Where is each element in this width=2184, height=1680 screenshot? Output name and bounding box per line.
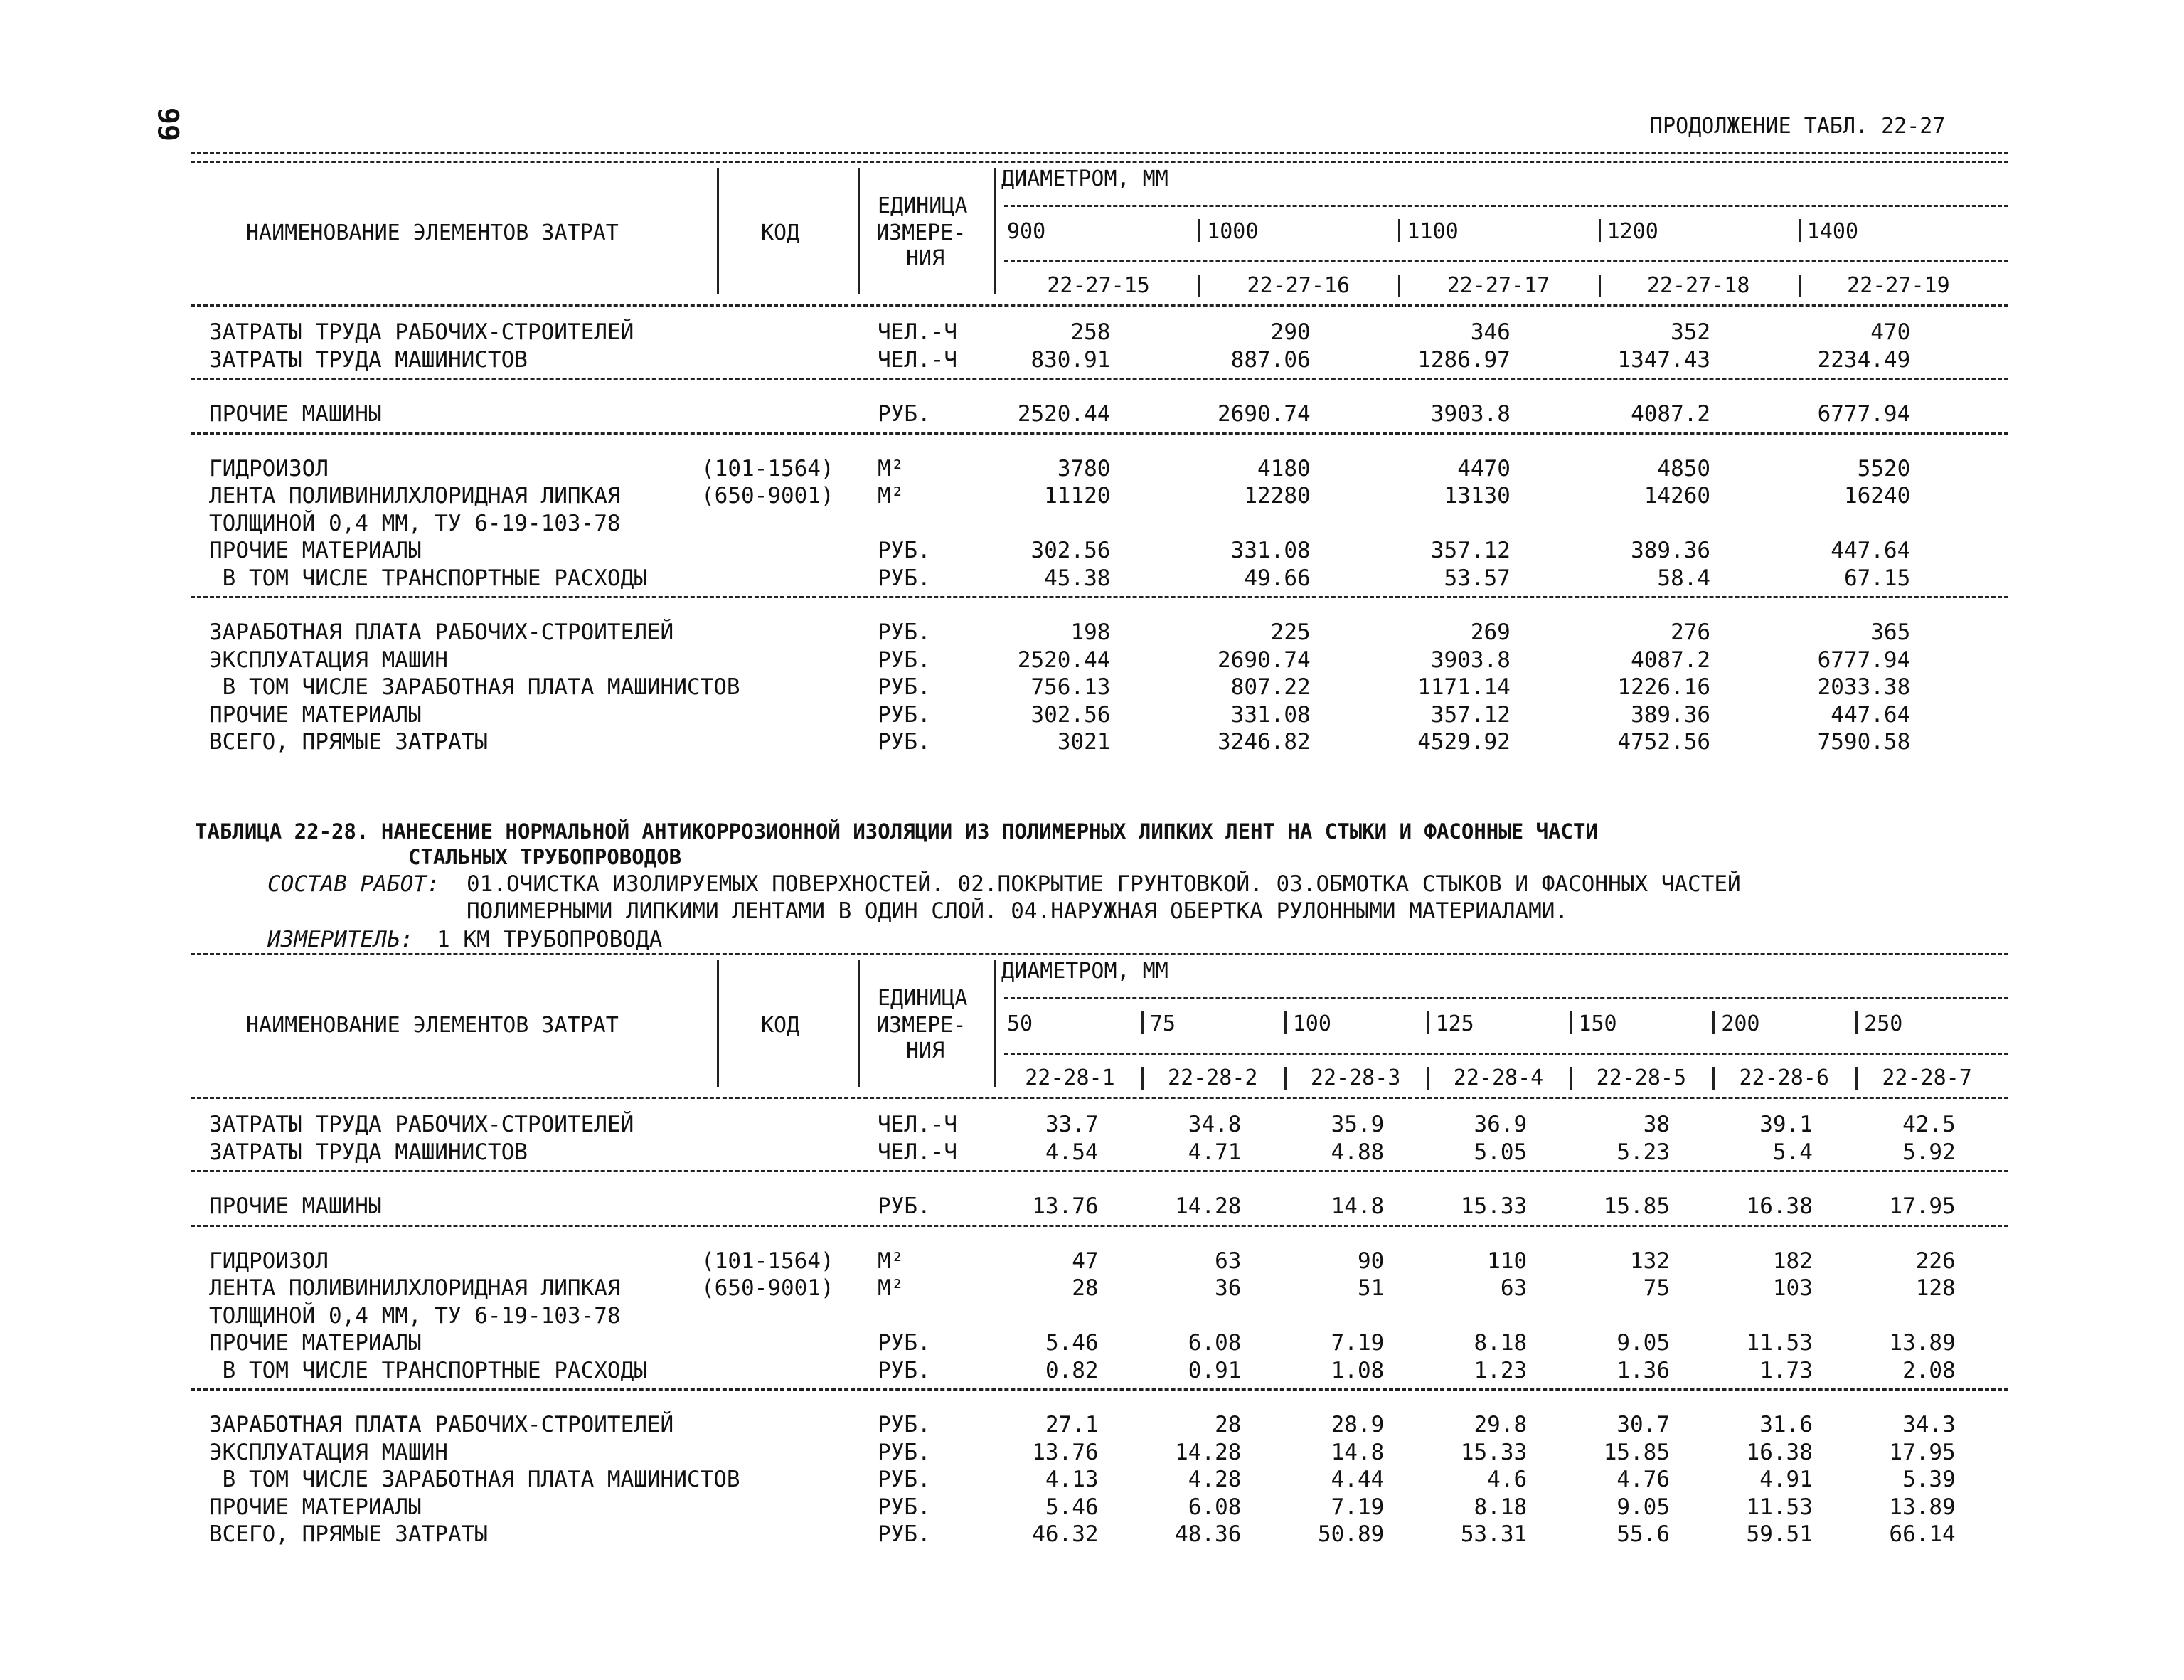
norm-code: 22-27-17 xyxy=(1447,273,1550,298)
norm-code: 22-27-16 xyxy=(1247,273,1351,298)
diameter-value: 75 xyxy=(1149,1011,1176,1036)
cell-value: 1.08 xyxy=(1331,1357,1385,1383)
column-header-name: НАИМЕНОВАНИЕ ЭЛЕМЕНТОВ ЗАТРАТ xyxy=(246,220,619,245)
header-separator xyxy=(1570,1011,1572,1034)
cell-value: 5520 xyxy=(1857,455,1911,482)
norm-code: 22-28-7 xyxy=(1882,1065,1972,1090)
cell-value: 4.28 xyxy=(1188,1467,1242,1492)
row-name: ЗАРАБОТНАЯ ПЛАТА РАБОЧИХ-СТРОИТЕЛЕЙ xyxy=(209,620,674,645)
row-unit: ЧЕЛ.-Ч xyxy=(878,319,957,345)
row-unit: РУБ. xyxy=(878,401,931,427)
header-separator xyxy=(858,960,860,1087)
header-separator xyxy=(1855,1011,1858,1034)
cell-value: 13.89 xyxy=(1889,1330,1956,1356)
cell-value: 34.3 xyxy=(1902,1412,1956,1437)
cell-value: 357.12 xyxy=(1430,701,1511,728)
row-unit: ЧЕЛ.-Ч xyxy=(878,1112,957,1137)
divider xyxy=(191,1170,2008,1172)
cell-value: 3903.8 xyxy=(1430,401,1511,427)
cell-value: 302.56 xyxy=(1030,538,1111,563)
cell-value: 0.91 xyxy=(1188,1357,1242,1383)
row-name: ЗАТРАТЫ ТРУДА РАБОЧИХ-СТРОИТЕЛЕЙ xyxy=(209,1112,634,1137)
cell-value: 756.13 xyxy=(1030,674,1111,700)
cell-value: 36 xyxy=(1215,1275,1242,1301)
cell-value: 11.53 xyxy=(1746,1330,1813,1356)
cell-value: 16.38 xyxy=(1746,1439,1813,1465)
cell-value: 7590.58 xyxy=(1817,729,1911,755)
cell-value: 13130 xyxy=(1444,483,1511,509)
header-separator xyxy=(1427,1011,1429,1034)
cell-value: 6.08 xyxy=(1188,1494,1242,1520)
cell-value: 11.53 xyxy=(1746,1494,1813,1520)
cell-value: 198 xyxy=(1070,620,1111,645)
row-unit: РУБ. xyxy=(878,1330,931,1356)
cell-value: 2033.38 xyxy=(1817,674,1911,700)
row-name: ПРОЧИЕ МАШИНЫ xyxy=(209,401,382,427)
cell-value: 887.06 xyxy=(1230,346,1311,373)
diameter-value: 1000 xyxy=(1207,219,1259,244)
cell-value: 39.1 xyxy=(1759,1112,1813,1137)
cell-value: 14.28 xyxy=(1175,1439,1242,1465)
cell-value: 6777.94 xyxy=(1817,401,1911,427)
cell-value: 38 xyxy=(1643,1112,1671,1137)
row-unit: РУБ. xyxy=(878,1467,931,1492)
norm-code: 22-28-3 xyxy=(1310,1065,1401,1090)
cell-value: 29.8 xyxy=(1474,1412,1528,1437)
cell-value: 16240 xyxy=(1843,483,1911,509)
row-name: ЗАРАБОТНАЯ ПЛАТА РАБОЧИХ-СТРОИТЕЛЕЙ xyxy=(209,1412,674,1437)
diameter-header: ДИАМЕТРОМ, ММ xyxy=(1001,959,1168,984)
cell-value: 225 xyxy=(1270,620,1311,645)
row-unit: РУБ. xyxy=(878,729,931,755)
meter-value: 1 КМ ТРУБОПРОВОДА xyxy=(437,927,663,952)
cell-value: 1286.97 xyxy=(1417,346,1511,373)
row-unit: М² xyxy=(878,455,905,482)
cell-value: 1171.14 xyxy=(1417,674,1511,700)
row-name: ТОЛЩИНОЙ 0,4 ММ, ТУ 6-19-103-78 xyxy=(209,1302,621,1329)
row-name: ЭКСПЛУАТАЦИЯ МАШИН xyxy=(209,1439,448,1465)
cell-value: 1226.16 xyxy=(1617,674,1711,700)
divider xyxy=(191,152,2008,154)
cell-value: 447.64 xyxy=(1831,701,1911,728)
divider xyxy=(1004,205,2008,207)
cell-value: 17.95 xyxy=(1889,1439,1956,1465)
header-separator xyxy=(1398,219,1400,242)
cell-value: 4.88 xyxy=(1331,1139,1385,1165)
cell-value: 31.6 xyxy=(1759,1412,1813,1437)
table-22-28-title-cont: СТАЛЬНЫХ ТРУБОПРОВОДОВ xyxy=(408,845,682,869)
cell-value: 4180 xyxy=(1257,455,1311,482)
row-unit: РУБ. xyxy=(878,1521,931,1547)
column-header-name: НАИМЕНОВАНИЕ ЭЛЕМЕНТОВ ЗАТРАТ xyxy=(246,1013,619,1038)
cell-value: 352 xyxy=(1671,319,1711,345)
row-unit: РУБ. xyxy=(878,1357,931,1383)
cell-value: 2520.44 xyxy=(1017,401,1111,427)
continuation-title: ПРОДОЛЖЕНИЕ ТАБЛ. 22-27 xyxy=(1650,114,1946,139)
column-header-unit: ЕДИНИЦА xyxy=(878,986,968,1011)
diameter-value: 50 xyxy=(1007,1011,1033,1036)
cell-value: 2690.74 xyxy=(1218,647,1311,673)
meter-label: ИЗМЕРИТЕЛЬ: xyxy=(267,927,414,952)
cell-value: 28.9 xyxy=(1331,1412,1385,1437)
column-header-code: КОД xyxy=(761,220,800,245)
column-header-unit: НИЯ xyxy=(906,246,945,271)
diameter-value: 250 xyxy=(1864,1011,1903,1036)
norm-code: 22-27-15 xyxy=(1047,273,1150,298)
cell-value: 4529.92 xyxy=(1417,729,1511,755)
diameter-value: 1200 xyxy=(1607,219,1658,244)
cell-value: 13.89 xyxy=(1889,1494,1956,1520)
row-name: В ТОМ ЧИСЛЕ ЗАРАБОТНАЯ ПЛАТА МАШИНИСТОВ xyxy=(209,1467,740,1492)
cell-value: 15.33 xyxy=(1460,1193,1528,1219)
header-separator xyxy=(994,168,996,294)
cell-value: 14.28 xyxy=(1175,1193,1242,1219)
divider xyxy=(191,1097,2008,1099)
row-name: ГИДРОИЗОЛ xyxy=(209,1248,329,1274)
cell-value: 447.64 xyxy=(1831,538,1911,563)
row-name: ЗАТРАТЫ ТРУДА МАШИНИСТОВ xyxy=(209,1139,528,1165)
cell-value: 35.9 xyxy=(1331,1112,1385,1137)
cell-value: 182 xyxy=(1772,1248,1813,1274)
cell-value: 5.46 xyxy=(1045,1330,1099,1356)
cell-value: 389.36 xyxy=(1631,538,1711,563)
diameter-header: ДИАМЕТРОМ, ММ xyxy=(1001,166,1168,191)
divider xyxy=(1004,260,2008,262)
cell-value: 63 xyxy=(1500,1275,1528,1301)
cell-value: 59.51 xyxy=(1746,1521,1813,1547)
cell-value: 4.44 xyxy=(1331,1467,1385,1492)
row-code: (650-9001) xyxy=(701,483,834,509)
cell-value: 4752.56 xyxy=(1617,729,1711,755)
cell-value: 0.82 xyxy=(1045,1357,1099,1383)
cell-value: 6.08 xyxy=(1188,1330,1242,1356)
row-unit: М² xyxy=(878,1248,905,1274)
cell-value: 28 xyxy=(1072,1275,1099,1301)
cell-value: 331.08 xyxy=(1230,701,1311,728)
cell-value: 7.19 xyxy=(1331,1494,1385,1520)
cell-value: 331.08 xyxy=(1230,538,1311,563)
row-unit: РУБ. xyxy=(878,647,931,673)
row-name: В ТОМ ЧИСЛЕ ТРАНСПОРТНЫЕ РАСХОДЫ xyxy=(209,565,647,591)
cell-value: 13.76 xyxy=(1032,1439,1099,1465)
divider xyxy=(191,304,2008,307)
cell-value: 5.4 xyxy=(1772,1139,1813,1165)
cell-value: 63 xyxy=(1215,1248,1242,1274)
row-unit: РУБ. xyxy=(878,1193,931,1219)
cell-value: 27.1 xyxy=(1045,1412,1099,1437)
cell-value: 12280 xyxy=(1244,483,1311,509)
row-name: ТОЛЩИНОЙ 0,4 ММ, ТУ 6-19-103-78 xyxy=(209,510,621,536)
row-name: ЗАТРАТЫ ТРУДА МАШИНИСТОВ xyxy=(209,346,528,373)
cell-value: 5.05 xyxy=(1474,1139,1528,1165)
cell-value: 48.36 xyxy=(1175,1521,1242,1547)
cell-value: 42.5 xyxy=(1902,1112,1956,1137)
header-separator xyxy=(1284,1011,1287,1034)
divider xyxy=(191,161,2008,163)
norm-code: 22-27-19 xyxy=(1847,273,1950,298)
row-name: ПРОЧИЕ МАШИНЫ xyxy=(209,1193,382,1219)
divider xyxy=(191,1225,2008,1227)
cell-value: 17.95 xyxy=(1889,1193,1956,1219)
row-unit: РУБ. xyxy=(878,538,931,563)
row-unit: ЧЕЛ.-Ч xyxy=(878,346,957,373)
cell-value: 2690.74 xyxy=(1218,401,1311,427)
norm-code: 22-28-6 xyxy=(1739,1065,1829,1090)
row-code: (101-1564) xyxy=(701,1248,834,1274)
cell-value: 47 xyxy=(1072,1248,1099,1274)
column-header-unit: ЕДИНИЦА xyxy=(878,193,968,218)
row-unit: РУБ. xyxy=(878,1412,931,1437)
row-name: ПРОЧИЕ МАТЕРИАЛЫ xyxy=(209,1494,422,1520)
header-separator xyxy=(1799,219,1801,242)
cell-value: 5.39 xyxy=(1902,1467,1956,1492)
cell-value: 2234.49 xyxy=(1817,346,1911,373)
cell-value: 4.6 xyxy=(1487,1467,1528,1492)
row-name: ВСЕГО, ПРЯМЫЕ ЗАТРАТЫ xyxy=(209,729,488,755)
cell-value: 3780 xyxy=(1057,455,1111,482)
row-unit: РУБ. xyxy=(878,674,931,700)
cell-value: 15.85 xyxy=(1603,1439,1671,1465)
cell-value: 14.8 xyxy=(1331,1439,1385,1465)
cell-value: 4850 xyxy=(1657,455,1711,482)
cell-value: 290 xyxy=(1270,319,1311,345)
cell-value: 13.76 xyxy=(1032,1193,1099,1219)
cell-value: 128 xyxy=(1915,1275,1956,1301)
cell-value: 346 xyxy=(1470,319,1511,345)
cell-value: 46.32 xyxy=(1032,1521,1099,1547)
norm-code: 22-28-2 xyxy=(1168,1065,1258,1090)
cell-value: 269 xyxy=(1470,620,1511,645)
cell-value: 389.36 xyxy=(1631,701,1711,728)
row-name: ПРОЧИЕ МАТЕРИАЛЫ xyxy=(209,1330,422,1356)
cell-value: 9.05 xyxy=(1616,1494,1671,1520)
cell-value: 807.22 xyxy=(1230,674,1311,700)
cell-value: 58.4 xyxy=(1657,565,1711,591)
row-unit: М² xyxy=(878,1275,905,1301)
row-name: В ТОМ ЧИСЛЕ ТРАНСПОРТНЫЕ РАСХОДЫ xyxy=(209,1357,647,1383)
cell-value: 6777.94 xyxy=(1817,647,1911,673)
cell-value: 4.76 xyxy=(1616,1467,1671,1492)
cell-value: 302.56 xyxy=(1030,701,1111,728)
divider xyxy=(1004,1053,2008,1055)
row-name: ГИДРОИЗОЛ xyxy=(209,455,329,482)
cell-value: 9.05 xyxy=(1616,1330,1671,1356)
cell-value: 5.23 xyxy=(1616,1139,1671,1165)
column-header-code: КОД xyxy=(761,1013,800,1038)
row-name: ЛЕНТА ПОЛИВИНИЛХЛОРИДНАЯ ЛИПКАЯ xyxy=(209,483,621,509)
cell-value: 28 xyxy=(1215,1412,1242,1437)
cell-value: 4470 xyxy=(1457,455,1511,482)
cell-value: 36.9 xyxy=(1474,1112,1528,1137)
row-unit: ЧЕЛ.-Ч xyxy=(878,1139,957,1165)
diameter-value: 100 xyxy=(1292,1011,1331,1036)
header-separator xyxy=(1141,1011,1144,1034)
cell-value: 2.08 xyxy=(1902,1357,1956,1383)
diameter-value: 125 xyxy=(1435,1011,1474,1036)
cell-value: 14.8 xyxy=(1331,1193,1385,1219)
cell-value: 51 xyxy=(1357,1275,1385,1301)
cell-value: 1.73 xyxy=(1759,1357,1813,1383)
cell-value: 8.18 xyxy=(1474,1494,1528,1520)
cell-value: 4.54 xyxy=(1045,1139,1099,1165)
header-separator xyxy=(717,168,719,294)
cell-value: 14260 xyxy=(1644,483,1711,509)
row-unit: РУБ. xyxy=(878,1439,931,1465)
cell-value: 5.46 xyxy=(1045,1494,1099,1520)
diameter-value: 1100 xyxy=(1407,219,1459,244)
cell-value: 3021 xyxy=(1057,729,1111,755)
cell-value: 1.23 xyxy=(1474,1357,1528,1383)
cell-value: 2520.44 xyxy=(1017,647,1111,673)
cell-value: 226 xyxy=(1915,1248,1956,1274)
cell-value: 4.13 xyxy=(1045,1467,1099,1492)
cell-value: 8.18 xyxy=(1474,1330,1528,1356)
norm-code: 22-27-18 xyxy=(1646,273,1750,298)
cell-value: 7.19 xyxy=(1331,1330,1385,1356)
header-separator xyxy=(1712,1011,1715,1034)
cell-value: 15.85 xyxy=(1603,1193,1671,1219)
diameter-value: 1400 xyxy=(1806,219,1859,244)
row-code: (101-1564) xyxy=(701,455,834,482)
cell-value: 90 xyxy=(1357,1248,1385,1274)
cell-value: 66.14 xyxy=(1889,1521,1956,1547)
row-name: ПРОЧИЕ МАТЕРИАЛЫ xyxy=(209,701,422,728)
row-unit: РУБ. xyxy=(878,565,931,591)
row-unit: РУБ. xyxy=(878,701,931,728)
work-composition-label: СОСТАВ РАБОТ: xyxy=(267,871,440,897)
work-composition-line-1: 01.ОЧИСТКА ИЗОЛИРУЕМЫХ ПОВЕРХНОСТЕЙ. 02.ПОКРЫТИЕ ГРУНТОВКОЙ. 03.ОБМОТКА СТЫКОВ И ФАСОННЫХ ЧАСТЕЙ xyxy=(467,871,1741,897)
row-unit: РУБ. xyxy=(878,620,931,645)
cell-value: 470 xyxy=(1870,319,1911,345)
cell-value: 30.7 xyxy=(1616,1412,1671,1437)
divider xyxy=(191,378,2008,380)
cell-value: 55.6 xyxy=(1616,1521,1671,1547)
row-name: ЗАТРАТЫ ТРУДА РАБОЧИХ-СТРОИТЕЛЕЙ xyxy=(209,319,634,345)
cell-value: 3246.82 xyxy=(1218,729,1311,755)
cell-value: 103 xyxy=(1772,1275,1813,1301)
cell-value: 53.57 xyxy=(1444,565,1511,591)
cell-value: 4087.2 xyxy=(1631,647,1711,673)
cell-value: 3903.8 xyxy=(1430,647,1511,673)
cell-value: 357.12 xyxy=(1430,538,1511,563)
header-separator xyxy=(1599,219,1601,242)
header-separator xyxy=(1198,219,1200,242)
cell-value: 830.91 xyxy=(1030,346,1111,373)
diameter-value: 150 xyxy=(1578,1011,1617,1036)
header-separator xyxy=(858,168,860,294)
cell-value: 1.36 xyxy=(1616,1357,1671,1383)
cell-value: 75 xyxy=(1643,1275,1671,1301)
cell-value: 5.92 xyxy=(1902,1139,1956,1165)
divider xyxy=(1004,997,2008,999)
cell-value: 258 xyxy=(1070,319,1111,345)
norm-code: 22-28-5 xyxy=(1596,1065,1687,1090)
diameter-value: 200 xyxy=(1721,1011,1760,1036)
cell-value: 1347.43 xyxy=(1617,346,1711,373)
cell-value: 53.31 xyxy=(1460,1521,1528,1547)
cell-value: 34.8 xyxy=(1188,1112,1242,1137)
row-name: ПРОЧИЕ МАТЕРИАЛЫ xyxy=(209,538,422,563)
cell-value: 33.7 xyxy=(1045,1112,1099,1137)
column-header-unit: ИЗМЕРЕ- xyxy=(876,220,966,245)
row-name: ЛЕНТА ПОЛИВИНИЛХЛОРИДНАЯ ЛИПКАЯ xyxy=(209,1275,621,1301)
cell-value: 4.91 xyxy=(1759,1467,1813,1492)
cell-value: 67.15 xyxy=(1843,565,1911,591)
norm-code: 22-28-1 xyxy=(1025,1065,1115,1090)
norm-code: 22-28-4 xyxy=(1453,1065,1544,1090)
work-composition-line-2: ПОЛИМЕРНЫМИ ЛИПКИМИ ЛЕНТАМИ В ОДИН СЛОЙ. 04.НАРУЖНАЯ ОБЕРТКА РУЛОННЫМИ МАТЕРИАЛАМИ. xyxy=(467,898,1569,924)
cell-value: 4.71 xyxy=(1188,1139,1242,1165)
row-unit: М² xyxy=(878,483,905,509)
cell-value: 365 xyxy=(1870,620,1911,645)
row-name: ВСЕГО, ПРЯМЫЕ ЗАТРАТЫ xyxy=(209,1521,488,1547)
cell-value: 132 xyxy=(1630,1248,1671,1274)
header-separator xyxy=(994,960,996,1087)
cell-value: 110 xyxy=(1487,1248,1528,1274)
cell-value: 11120 xyxy=(1044,483,1111,509)
diameter-value: 900 xyxy=(1007,219,1046,244)
column-header-unit: ИЗМЕРЕ- xyxy=(876,1013,966,1038)
header-separator xyxy=(717,960,719,1087)
row-code: (650-9001) xyxy=(701,1275,834,1301)
divider xyxy=(191,432,2008,435)
divider xyxy=(191,596,2008,598)
row-name: ЭКСПЛУАТАЦИЯ МАШИН xyxy=(209,647,448,673)
cell-value: 16.38 xyxy=(1746,1193,1813,1219)
row-unit: РУБ. xyxy=(878,1494,931,1520)
column-header-unit: НИЯ xyxy=(906,1038,945,1063)
divider xyxy=(191,1388,2008,1391)
cell-value: 45.38 xyxy=(1044,565,1111,591)
cell-value: 49.66 xyxy=(1244,565,1311,591)
cell-value: 15.33 xyxy=(1460,1439,1528,1465)
row-name: В ТОМ ЧИСЛЕ ЗАРАБОТНАЯ ПЛАТА МАШИНИСТОВ xyxy=(209,674,740,700)
page-number: 99 xyxy=(151,107,185,142)
table-22-28-title: ТАБЛИЦА 22-28. НАНЕСЕНИЕ НОРМАЛЬНОЙ АНТИКОРРОЗИОННОЙ ИЗОЛЯЦИИ ИЗ ПОЛИМЕРНЫХ ЛИПКИХ ЛЕНТ НА СТЫКИ И ФАСОННЫЕ ЧАСТИ xyxy=(195,819,1598,844)
cell-value: 4087.2 xyxy=(1631,401,1711,427)
divider xyxy=(191,953,2008,955)
cell-value: 50.89 xyxy=(1317,1521,1385,1547)
cell-value: 276 xyxy=(1671,620,1711,645)
